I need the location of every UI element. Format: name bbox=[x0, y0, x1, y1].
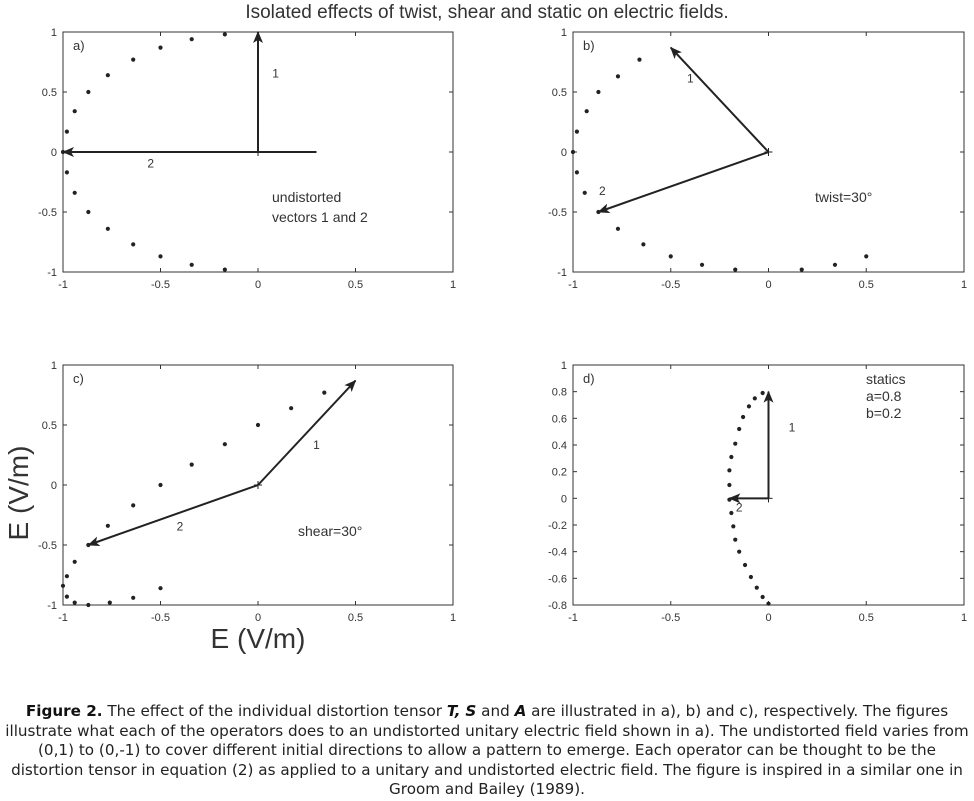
vector-label: 1 bbox=[272, 66, 279, 81]
vector-2 bbox=[598, 152, 768, 212]
data-point bbox=[86, 90, 90, 94]
figure-title: Isolated effects of twist, shear and static on electric fields. bbox=[245, 2, 729, 23]
data-point bbox=[575, 130, 579, 134]
data-point bbox=[190, 463, 194, 467]
data-point bbox=[65, 170, 69, 174]
vector-label: 2 bbox=[176, 519, 184, 534]
vector-label: 1 bbox=[313, 438, 320, 452]
panel-a bbox=[38, 27, 456, 291]
data-point bbox=[223, 32, 227, 36]
y-tick-label: 0.5 bbox=[41, 420, 57, 432]
data-point bbox=[322, 391, 326, 395]
data-point bbox=[731, 524, 735, 528]
panel-label: d) bbox=[583, 371, 595, 386]
data-point bbox=[73, 601, 77, 605]
data-point bbox=[761, 391, 765, 395]
data-point bbox=[190, 263, 194, 267]
caption-tensor-t: T, bbox=[446, 702, 461, 720]
x-tick-label: 0 bbox=[765, 279, 772, 291]
y-tick-label: 0.2 bbox=[551, 466, 567, 479]
x-tick-label: 0.5 bbox=[858, 612, 874, 624]
vector-label: 2 bbox=[598, 184, 606, 199]
data-point bbox=[61, 584, 65, 588]
y-axis-label: E (V/m) bbox=[3, 445, 34, 541]
panel-annotation: twist=30° bbox=[815, 189, 873, 205]
data-point bbox=[637, 58, 641, 62]
y-tick-label: 0.8 bbox=[551, 386, 567, 399]
data-point bbox=[616, 227, 620, 231]
data-point bbox=[641, 242, 645, 246]
data-point bbox=[864, 254, 868, 258]
x-tick-label: -0.5 bbox=[151, 612, 170, 624]
panel-d bbox=[548, 360, 967, 624]
data-point bbox=[86, 210, 90, 214]
data-point bbox=[190, 37, 194, 41]
data-point bbox=[616, 74, 620, 78]
data-point bbox=[733, 442, 737, 446]
panel-annotation: vectors 1 and 2 bbox=[272, 209, 368, 225]
x-tick-label: -1 bbox=[58, 279, 68, 291]
y-tick-label: 0 bbox=[50, 147, 57, 159]
y-tick-label: 1 bbox=[50, 360, 57, 372]
x-tick-label: 0.5 bbox=[858, 279, 874, 291]
data-point bbox=[733, 538, 737, 542]
data-point bbox=[289, 406, 293, 410]
panel-b bbox=[548, 27, 967, 291]
caption-tensor-s: S bbox=[465, 702, 477, 720]
data-point bbox=[131, 242, 135, 246]
data-point bbox=[741, 415, 745, 419]
y-tick-label: -0.5 bbox=[548, 207, 567, 219]
x-tick-label: -0.5 bbox=[661, 279, 681, 291]
y-tick-label: -1 bbox=[557, 267, 567, 279]
y-tick-label: 0.6 bbox=[551, 413, 567, 426]
vector-label: 2 bbox=[735, 500, 743, 515]
data-point bbox=[65, 595, 69, 599]
x-tick-label: -1 bbox=[568, 279, 578, 291]
x-tick-label: 1 bbox=[449, 279, 457, 291]
data-point bbox=[749, 575, 753, 579]
x-tick-label: 1 bbox=[960, 279, 968, 291]
data-point bbox=[73, 560, 77, 564]
figure-caption: Figure 2. The effect of the individual distortion tensor T, S and A are illustrated in a), b) and c), respectively. The figures illustrate what each of the operators does to an undistorted unitary electric field shown in a). The undistorted field varies from (0,1) to (0,-1) to cover different initial directions to allow a pattern to emerge. Each operator can be thought to be the distortion tensor in equation (2) as applied to a unitary and undistorted electric field. The figure is inspired in a similar one in Groom and Bailey (1989). bbox=[5, 702, 969, 798]
data-point bbox=[737, 550, 741, 554]
panel-c bbox=[38, 360, 456, 624]
vector-2 bbox=[88, 485, 258, 545]
data-point bbox=[158, 483, 162, 487]
data-point bbox=[766, 602, 770, 606]
vector-1 bbox=[258, 381, 356, 485]
panel-annotation: statics bbox=[866, 371, 906, 387]
y-tick-label: 0 bbox=[560, 493, 567, 506]
panel-label: b) bbox=[583, 38, 595, 53]
data-point bbox=[833, 263, 837, 267]
x-tick-label: 0 bbox=[254, 279, 262, 291]
data-point bbox=[65, 130, 69, 134]
data-point bbox=[158, 46, 162, 50]
vector-label: 1 bbox=[686, 71, 694, 86]
data-point bbox=[755, 586, 759, 590]
caption-lead: Figure 2. bbox=[25, 702, 103, 720]
y-tick-label: 1 bbox=[560, 360, 567, 372]
vector-label: 1 bbox=[788, 420, 796, 435]
y-tick-label: -0.4 bbox=[548, 546, 567, 559]
data-point bbox=[131, 596, 135, 600]
data-point bbox=[743, 563, 747, 567]
x-axis-label: E (V/m) bbox=[210, 623, 306, 654]
x-tick-label: -0.5 bbox=[661, 612, 681, 624]
data-point bbox=[571, 150, 575, 154]
data-point bbox=[106, 73, 110, 77]
data-point bbox=[106, 227, 110, 231]
y-tick-label: 1 bbox=[50, 27, 57, 39]
x-tick-label: 0.5 bbox=[347, 612, 364, 624]
data-point bbox=[733, 268, 737, 272]
data-point bbox=[108, 601, 112, 605]
y-tick-label: 0.5 bbox=[41, 87, 57, 99]
data-point bbox=[761, 595, 765, 599]
data-point bbox=[729, 511, 733, 515]
y-tick-label: -0.8 bbox=[548, 600, 567, 612]
x-tick-label: 1 bbox=[449, 612, 457, 624]
data-point bbox=[729, 455, 733, 459]
y-tick-label: -0.5 bbox=[38, 540, 57, 552]
data-point bbox=[669, 254, 673, 258]
x-tick-label: 1 bbox=[960, 612, 968, 624]
data-point bbox=[583, 191, 587, 195]
y-tick-label: -0.2 bbox=[548, 520, 567, 532]
data-point bbox=[800, 268, 804, 272]
panel-annotation: a=0.8 bbox=[866, 388, 902, 404]
data-point bbox=[256, 423, 260, 427]
caption-text: The effect of the individual distortion tensor bbox=[102, 702, 447, 720]
y-tick-label: -1 bbox=[47, 600, 57, 612]
panel-annotation: b=0.2 bbox=[866, 405, 902, 421]
y-tick-label: 0.5 bbox=[551, 87, 567, 99]
y-tick-label: 0 bbox=[50, 480, 57, 492]
data-point bbox=[727, 468, 731, 472]
caption-tensor-a: A bbox=[514, 702, 527, 720]
x-tick-label: -0.5 bbox=[151, 279, 170, 291]
data-point bbox=[73, 191, 77, 195]
data-point bbox=[158, 586, 162, 590]
y-tick-label: 0.4 bbox=[551, 440, 567, 452]
vector-1 bbox=[671, 48, 769, 152]
y-tick-label: -0.6 bbox=[548, 573, 567, 586]
y-tick-label: -0.5 bbox=[38, 207, 57, 219]
data-point bbox=[747, 404, 751, 408]
data-point bbox=[131, 503, 135, 507]
data-point bbox=[700, 263, 704, 267]
panel-annotation: shear=30° bbox=[298, 523, 363, 539]
data-point bbox=[65, 574, 69, 578]
panel-annotation: undistorted bbox=[272, 189, 342, 205]
data-point bbox=[106, 524, 110, 528]
data-point bbox=[575, 170, 579, 174]
y-tick-label: -1 bbox=[47, 267, 57, 279]
data-point bbox=[73, 109, 77, 113]
data-point bbox=[727, 483, 731, 487]
panel-label: a) bbox=[73, 38, 85, 53]
x-tick-label: -1 bbox=[568, 612, 578, 624]
y-tick-label: 0 bbox=[560, 147, 567, 159]
data-point bbox=[223, 442, 227, 446]
data-point bbox=[737, 427, 741, 431]
y-tick-label: 1 bbox=[560, 27, 567, 39]
x-tick-label: 0.5 bbox=[347, 279, 364, 291]
data-point bbox=[158, 254, 162, 258]
caption-text-rest: are illustrated in a), b) and c), respectively. The figures illustrate what each of the operators does to an undistorted unitary electric field shown in a). The undistorted field varies from (0,1) to (0,-1) to cover different initial directions to allow a pattern to emerge. Each operator can be thought to be the distortion tensor in equation (2) as applied to a unitary and undistorted electric field. The figure is inspired in a similar one in Groom and Bailey (1989). bbox=[5, 702, 969, 798]
panel-label: c) bbox=[73, 371, 84, 386]
data-point bbox=[585, 109, 589, 113]
x-tick-label: 0 bbox=[254, 612, 262, 624]
data-point bbox=[596, 90, 600, 94]
vector-label: 2 bbox=[147, 156, 155, 171]
x-tick-label: 0 bbox=[765, 612, 772, 624]
data-point bbox=[223, 268, 227, 272]
data-point bbox=[86, 603, 90, 607]
x-tick-label: -1 bbox=[58, 612, 68, 624]
data-point bbox=[753, 396, 757, 400]
data-point bbox=[131, 58, 135, 62]
